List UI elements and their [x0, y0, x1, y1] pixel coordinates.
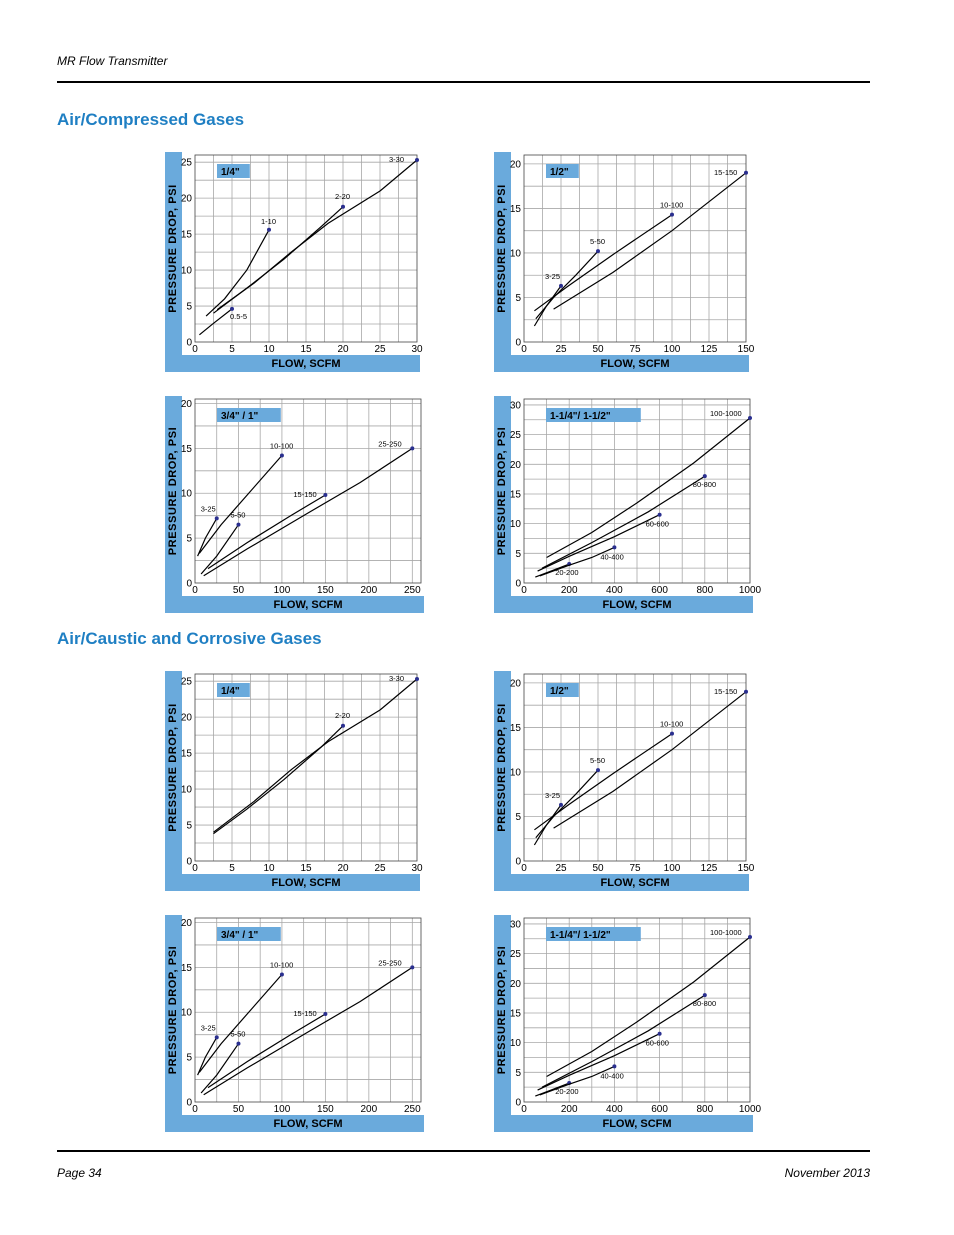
document-header-title: MR Flow Transmitter — [57, 54, 168, 68]
series-label: 20-200 — [555, 1087, 579, 1097]
series-label: 60-600 — [645, 519, 669, 529]
x-tick-label: 15 — [300, 863, 312, 874]
y-tick-label: 0 — [186, 578, 192, 590]
series-label: 10-100 — [660, 719, 684, 729]
series-label: 80-800 — [692, 999, 717, 1009]
series-label: 15-150 — [714, 167, 738, 177]
y-tick-label: 0 — [515, 578, 521, 590]
series-label: 20-200 — [555, 568, 579, 578]
series-label: 5-50 — [230, 1029, 246, 1039]
x-tick-label: 20 — [337, 863, 349, 874]
size-label: 1/4" — [221, 167, 240, 178]
series-end-marker — [230, 307, 234, 311]
footer-page-number: Page 34 — [57, 1166, 102, 1180]
y-tick-label: 25 — [509, 949, 521, 961]
x-tick-label: 0 — [192, 863, 198, 874]
x-tick-label: 150 — [737, 863, 755, 874]
x-tick-label: 0 — [521, 585, 527, 596]
x-tick-label: 600 — [651, 1104, 668, 1115]
chart-compressed-half-inch — [494, 152, 755, 372]
x-tick-label: 100 — [273, 1104, 291, 1115]
series-end-marker — [323, 1012, 327, 1016]
series-end-marker — [744, 171, 748, 175]
series-label: 100-1000 — [710, 408, 742, 418]
series-end-marker — [748, 416, 752, 420]
series-label: 40-400 — [600, 1071, 624, 1081]
chart-caustic-one-quarter-one-half-inch — [494, 915, 762, 1132]
y-tick-label: 0 — [186, 1097, 192, 1109]
y-tick-label: 30 — [509, 400, 521, 412]
size-label: 3/4" / 1" — [221, 411, 259, 422]
x-tick-label: 400 — [606, 1104, 623, 1115]
x-tick-label: 5 — [229, 344, 235, 355]
x-tick-label: 50 — [592, 863, 604, 874]
y-tick-label: 10 — [180, 1007, 192, 1019]
x-tick-label: 50 — [232, 585, 245, 596]
series-end-marker — [670, 213, 674, 217]
x-axis-label: FLOW, SCFM — [600, 358, 670, 370]
series-label: 60-600 — [645, 1038, 669, 1048]
size-label: 1-1/4"/ 1-1/2" — [550, 411, 611, 422]
x-tick-label: 250 — [403, 1104, 421, 1115]
x-tick-label: 800 — [696, 1104, 714, 1115]
y-tick-label: 20 — [180, 193, 192, 205]
x-tick-label: 25 — [555, 863, 567, 874]
series-end-marker — [280, 973, 284, 977]
section-title-air-compressed: Air/Compressed Gases — [57, 110, 245, 129]
x-tick-label: 30 — [411, 344, 423, 355]
x-tick-label: 15 — [300, 344, 312, 355]
x-tick-label: 1000 — [738, 585, 762, 596]
chart-caustic-three-quarter-one-inch — [165, 915, 424, 1132]
series-label: 15-150 — [293, 490, 317, 500]
series-label: 3-25 — [200, 1023, 216, 1033]
x-axis-label: FLOW, SCFM — [273, 1118, 343, 1130]
y-axis-label: PRESSURE DROP, PSI — [167, 945, 179, 1075]
y-tick-label: 15 — [180, 962, 192, 974]
series-label: 5-50 — [590, 756, 606, 766]
y-tick-label: 10 — [180, 265, 192, 277]
x-tick-label: 25 — [555, 344, 567, 355]
x-tick-label: 100 — [663, 344, 681, 355]
size-label: 1/4" — [221, 686, 240, 697]
x-tick-label: 600 — [651, 585, 668, 596]
header-rule — [57, 81, 870, 83]
size-label: 1/2" — [550, 686, 569, 697]
series-end-marker — [596, 768, 600, 772]
chart-caustic-half-inch — [494, 671, 755, 891]
y-tick-label: 15 — [509, 722, 521, 734]
x-tick-label: 125 — [700, 344, 718, 355]
y-tick-label: 5 — [186, 301, 192, 313]
y-axis-label: PRESSURE DROP, PSI — [167, 703, 179, 832]
series-end-marker — [612, 545, 616, 549]
y-tick-label: 20 — [180, 398, 192, 410]
y-tick-label: 20 — [180, 712, 192, 724]
series-end-marker — [415, 677, 419, 681]
series-end-marker — [415, 158, 419, 162]
y-tick-label: 0 — [515, 1097, 521, 1109]
series-label: 0.5-5 — [230, 311, 248, 321]
x-tick-label: 0 — [192, 344, 198, 355]
series-label: 10-100 — [660, 200, 684, 210]
y-tick-label: 30 — [509, 919, 521, 931]
chart-compressed-quarter-inch — [165, 152, 423, 372]
series-end-marker — [341, 724, 345, 728]
footer-date: November 2013 — [784, 1166, 870, 1180]
y-axis-label: PRESSURE DROP, PSI — [496, 184, 508, 313]
series-end-marker — [323, 493, 327, 497]
y-tick-label: 25 — [180, 157, 192, 169]
x-tick-label: 0 — [521, 344, 527, 355]
x-tick-label: 800 — [696, 585, 714, 596]
y-tick-label: 0 — [515, 337, 521, 349]
x-tick-label: 50 — [232, 1104, 245, 1115]
x-tick-label: 150 — [317, 585, 334, 596]
series-end-marker — [703, 993, 707, 997]
x-axis-label: FLOW, SCFM — [273, 599, 343, 611]
x-tick-label: 10 — [263, 863, 275, 874]
series-label: 5-50 — [230, 510, 246, 520]
size-label: 1/2" — [550, 167, 569, 178]
series-label: 3-25 — [545, 790, 561, 800]
series-label: 100-1000 — [710, 927, 742, 937]
x-axis-label: FLOW, SCFM — [602, 1118, 672, 1130]
series-end-marker — [612, 1064, 616, 1068]
x-tick-label: 10 — [263, 344, 275, 355]
x-tick-label: 25 — [374, 344, 386, 355]
y-tick-label: 0 — [515, 856, 521, 868]
y-tick-label: 10 — [509, 248, 521, 260]
x-tick-label: 200 — [360, 585, 378, 596]
series-label: 15-150 — [293, 1009, 317, 1019]
y-axis-label: PRESSURE DROP, PSI — [496, 945, 508, 1075]
chart-compressed-three-quarter-one-inch — [165, 396, 424, 613]
y-tick-label: 10 — [509, 519, 521, 531]
y-axis-label: PRESSURE DROP, PSI — [496, 426, 508, 556]
y-tick-label: 25 — [180, 676, 192, 688]
series-end-marker — [215, 516, 219, 520]
y-tick-label: 15 — [509, 489, 521, 501]
y-tick-label: 20 — [509, 159, 521, 171]
y-tick-label: 5 — [515, 1067, 521, 1079]
series-label: 40-400 — [600, 552, 624, 562]
section-title-air-caustic: Air/Caustic and Corrosive Gases — [57, 629, 322, 648]
series-label: 2-20 — [335, 710, 351, 720]
y-tick-label: 15 — [509, 1008, 521, 1020]
y-tick-label: 0 — [186, 337, 192, 349]
x-tick-label: 400 — [606, 585, 623, 596]
y-tick-label: 15 — [509, 203, 521, 215]
series-label: 80-800 — [692, 480, 717, 490]
series-end-marker — [596, 249, 600, 253]
series-label: 3-30 — [389, 674, 405, 684]
series-end-marker — [748, 935, 752, 939]
series-end-marker — [280, 454, 284, 458]
x-tick-label: 200 — [360, 1104, 378, 1115]
x-tick-label: 200 — [560, 1104, 578, 1115]
footer-rule — [57, 1150, 870, 1152]
y-axis-label: PRESSURE DROP, PSI — [167, 426, 179, 556]
y-tick-label: 15 — [180, 443, 192, 455]
series-label: 5-50 — [590, 237, 606, 247]
series-end-marker — [670, 732, 674, 736]
x-tick-label: 100 — [273, 585, 291, 596]
x-tick-label: 100 — [663, 863, 681, 874]
series-label: 15-150 — [714, 686, 738, 696]
y-tick-label: 10 — [509, 767, 521, 779]
series-end-marker — [236, 1042, 240, 1046]
x-tick-label: 1000 — [738, 1104, 762, 1115]
y-tick-label: 25 — [509, 430, 521, 442]
x-tick-label: 200 — [560, 585, 578, 596]
series-end-marker — [744, 690, 748, 694]
y-tick-label: 20 — [509, 678, 521, 690]
x-tick-label: 250 — [403, 585, 421, 596]
x-tick-label: 25 — [374, 863, 386, 874]
x-tick-label: 50 — [592, 344, 604, 355]
series-end-marker — [410, 446, 414, 450]
series-end-marker — [341, 205, 345, 209]
x-tick-label: 30 — [411, 863, 423, 874]
series-end-marker — [658, 513, 662, 517]
x-axis-label: FLOW, SCFM — [271, 877, 341, 889]
y-tick-label: 10 — [180, 784, 192, 796]
x-tick-label: 20 — [337, 344, 349, 355]
series-label: 3-30 — [389, 155, 405, 165]
series-end-marker — [658, 1032, 662, 1036]
series-end-marker — [559, 803, 563, 807]
series-label: 25-250 — [378, 439, 402, 449]
size-label: 3/4" / 1" — [221, 930, 259, 941]
y-tick-label: 20 — [509, 459, 521, 471]
x-tick-label: 0 — [192, 1104, 198, 1115]
x-tick-label: 75 — [629, 863, 641, 874]
x-tick-label: 0 — [521, 863, 527, 874]
x-tick-label: 150 — [737, 344, 755, 355]
y-tick-label: 5 — [515, 811, 521, 823]
x-tick-label: 0 — [192, 585, 198, 596]
y-tick-label: 10 — [180, 488, 192, 500]
series-label: 3-25 — [200, 504, 216, 514]
y-tick-label: 5 — [186, 820, 192, 832]
y-axis-label: PRESSURE DROP, PSI — [167, 184, 179, 313]
series-end-marker — [236, 523, 240, 527]
series-label: 10-100 — [269, 960, 294, 970]
series-label: 10-100 — [269, 441, 294, 451]
x-axis-label: FLOW, SCFM — [602, 599, 672, 611]
series-end-marker — [215, 1035, 219, 1039]
y-tick-label: 5 — [515, 548, 521, 560]
y-tick-label: 20 — [509, 978, 521, 990]
x-tick-label: 150 — [317, 1104, 334, 1115]
series-end-marker — [559, 284, 563, 288]
x-tick-label: 5 — [229, 863, 235, 874]
series-label: 25-250 — [378, 958, 402, 968]
size-label: 1-1/4"/ 1-1/2" — [550, 930, 611, 941]
series-end-marker — [267, 228, 271, 232]
y-tick-label: 5 — [186, 533, 192, 545]
y-tick-label: 0 — [186, 856, 192, 868]
chart-compressed-one-quarter-one-half-inch — [494, 396, 762, 613]
x-axis-label: FLOW, SCFM — [271, 358, 341, 370]
series-label: 3-25 — [545, 271, 561, 281]
x-axis-label: FLOW, SCFM — [600, 877, 670, 889]
y-tick-label: 5 — [515, 292, 521, 304]
x-tick-label: 0 — [521, 1104, 527, 1115]
series-label: 1-10 — [261, 216, 277, 226]
chart-caustic-quarter-inch — [165, 671, 423, 891]
y-tick-label: 15 — [180, 748, 192, 760]
x-tick-label: 75 — [629, 344, 641, 355]
y-tick-label: 5 — [186, 1052, 192, 1064]
series-end-marker — [410, 965, 414, 969]
series-end-marker — [703, 474, 707, 478]
y-tick-label: 10 — [509, 1038, 521, 1050]
y-axis-label: PRESSURE DROP, PSI — [496, 703, 508, 832]
y-tick-label: 15 — [180, 229, 192, 241]
series-label: 2-20 — [335, 191, 351, 201]
y-tick-label: 20 — [180, 917, 192, 929]
x-tick-label: 125 — [700, 863, 718, 874]
